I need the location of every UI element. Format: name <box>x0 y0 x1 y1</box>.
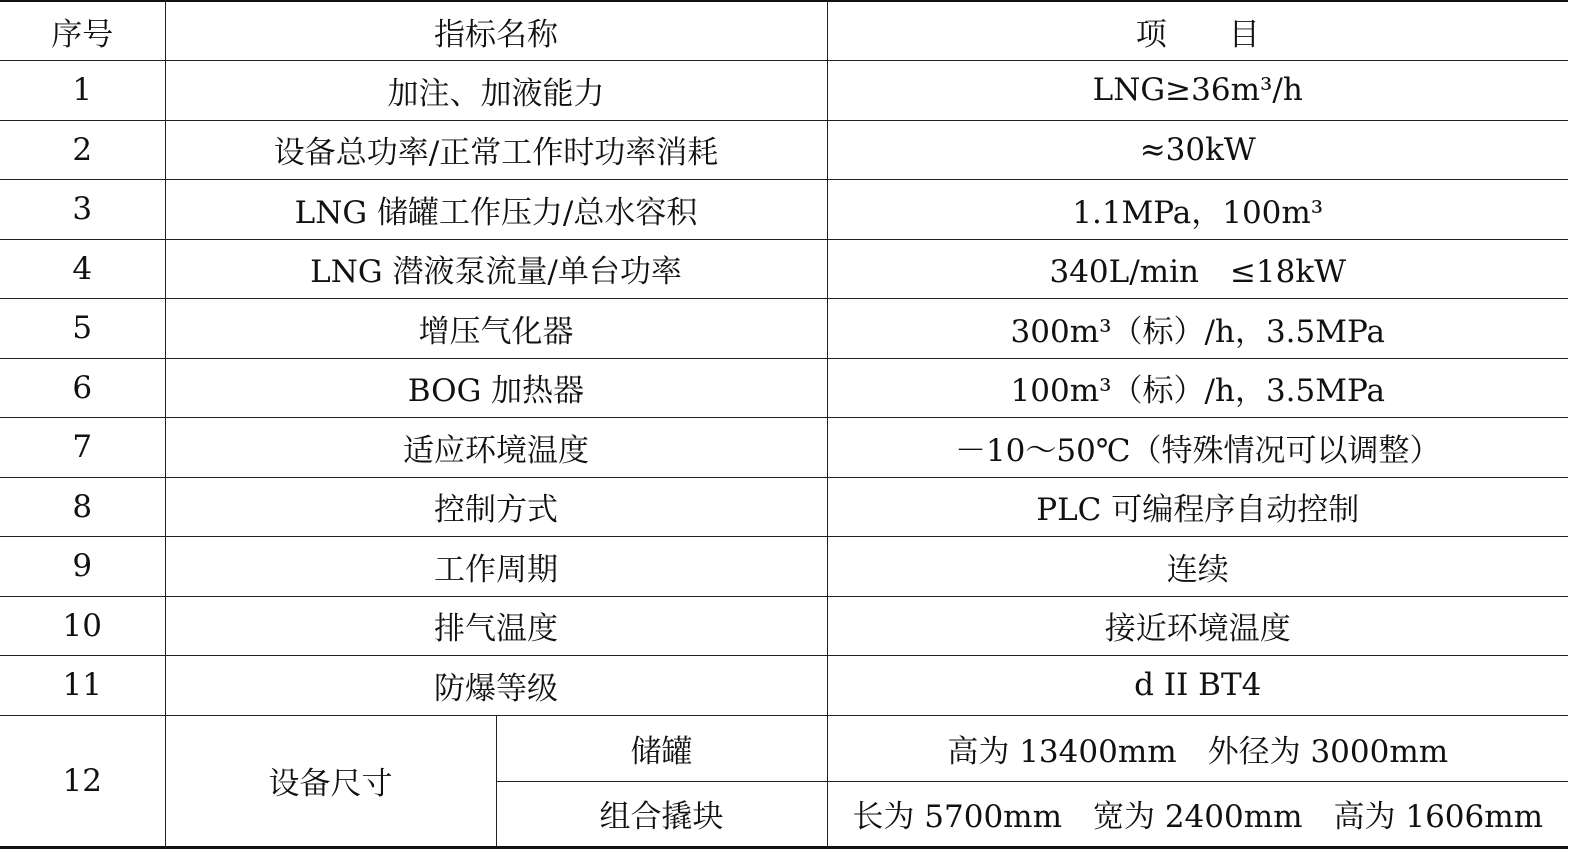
table-row <box>0 239 1568 299</box>
row-no: 9 <box>0 537 165 597</box>
row-no: 8 <box>0 477 165 537</box>
row-value: d II BT4 <box>827 656 1568 716</box>
sub-row-value: 高为 13400mm 外径为 3000mm <box>827 715 1568 781</box>
sub-row-value: 长为 5700mm 宽为 2400mm 高为 1606mm <box>827 781 1568 847</box>
table-row-dimensions <box>0 715 1568 781</box>
row-value: 300m³（标）/h，3.5MPa <box>827 299 1568 359</box>
row-no: 10 <box>0 596 165 656</box>
row-name: BOG 加热器 <box>165 358 827 418</box>
row-name: 排气温度 <box>165 596 827 656</box>
row-no: 6 <box>0 358 165 418</box>
row-value: LNG≥36m³/h <box>827 61 1568 121</box>
row-no: 5 <box>0 299 165 359</box>
row-no: 4 <box>0 239 165 299</box>
row-name: 增压气化器 <box>165 299 827 359</box>
header-value: 项 目 <box>827 1 1568 61</box>
row-no: 1 <box>0 61 165 121</box>
table-row <box>0 120 1568 180</box>
row-name: 工作周期 <box>165 537 827 597</box>
row-value: ≈30kW <box>827 120 1568 180</box>
row-value: 340L/min ≤18kW <box>827 239 1568 299</box>
table-row <box>0 180 1568 240</box>
header-row <box>0 1 1568 61</box>
table-row <box>0 596 1568 656</box>
table-row <box>0 537 1568 597</box>
row-no: 7 <box>0 418 165 478</box>
table-row <box>0 418 1568 478</box>
table-row <box>0 477 1568 537</box>
row-value: 接近环境温度 <box>827 596 1568 656</box>
row-name: 防爆等级 <box>165 656 827 716</box>
row-no: 2 <box>0 120 165 180</box>
row-name: 控制方式 <box>165 477 827 537</box>
row-no: 3 <box>0 180 165 240</box>
sub-row-name: 储罐 <box>496 715 827 781</box>
table-row <box>0 299 1568 359</box>
row-no: 11 <box>0 656 165 716</box>
row-name: 设备总功率/正常工作时功率消耗 <box>165 120 827 180</box>
row-name: 适应环境温度 <box>165 418 827 478</box>
table-row <box>0 61 1568 121</box>
row-no: 12 <box>0 715 165 847</box>
row-value: 1.1MPa，100m³ <box>827 180 1568 240</box>
row-value: －10～50℃（特殊情况可以调整） <box>827 418 1568 478</box>
row-name: LNG 潜液泵流量/单台功率 <box>165 239 827 299</box>
row-value: 100m³（标）/h，3.5MPa <box>827 358 1568 418</box>
sub-row-name: 组合撬块 <box>496 781 827 847</box>
header-no: 序号 <box>0 1 165 61</box>
row-name: 加注、加液能力 <box>165 61 827 121</box>
row-value: PLC 可编程序自动控制 <box>827 477 1568 537</box>
table-row <box>0 656 1568 716</box>
table-row <box>0 358 1568 418</box>
row-name: LNG 储罐工作压力/总水容积 <box>165 180 827 240</box>
row-name: 设备尺寸 <box>165 715 496 847</box>
header-name: 指标名称 <box>165 1 827 61</box>
row-value: 连续 <box>827 537 1568 597</box>
